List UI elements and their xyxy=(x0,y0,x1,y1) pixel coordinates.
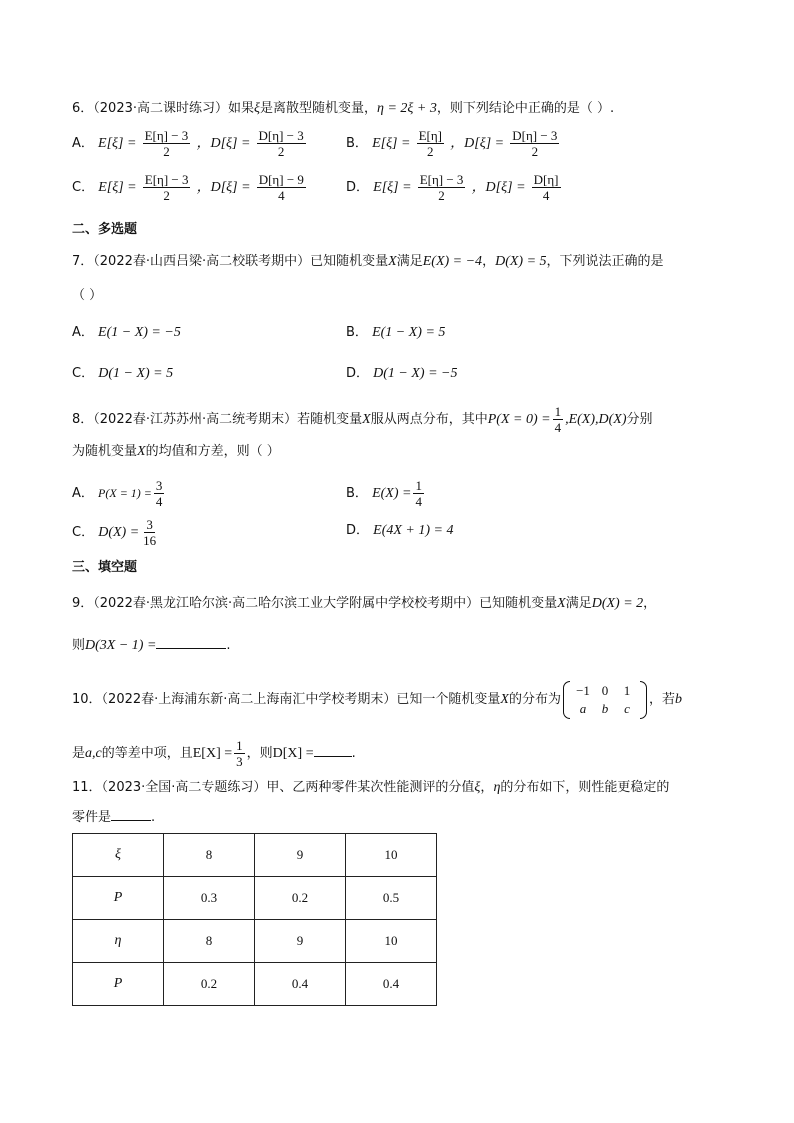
math-expr: E[X] = xyxy=(192,746,233,761)
q7-option-d xyxy=(346,364,457,384)
question-number: 8． xyxy=(72,412,94,427)
matrix-cell: c xyxy=(624,700,630,716)
q10-stem xyxy=(72,680,682,720)
stem-text: 若随机变量 xyxy=(297,412,363,427)
option-label: C． xyxy=(72,180,95,195)
table-cell: 0.4 xyxy=(255,963,346,1006)
table-cell: 8 xyxy=(164,920,255,963)
question-source: （2022春·江苏苏州·高二统考期末） xyxy=(93,412,298,427)
q10-line2 xyxy=(72,738,356,769)
q6-option-a xyxy=(72,128,308,159)
denominator: 2 xyxy=(438,188,445,203)
math-var: ξ xyxy=(254,101,261,116)
question-number: 10． xyxy=(72,692,102,707)
fraction xyxy=(413,478,424,509)
math-expr: E[ξ] = xyxy=(372,136,411,151)
answer-blank[interactable] xyxy=(314,756,352,757)
math-expr: E[ξ] = xyxy=(373,180,412,195)
math-var: X xyxy=(557,596,566,611)
stem-text: . xyxy=(151,810,156,825)
math-expr: E[ξ] = xyxy=(98,180,137,195)
table-cell: 0.3 xyxy=(164,877,255,920)
math-expr: E(X) = −4 xyxy=(422,254,483,269)
numerator: D[η] − 3 xyxy=(512,128,558,143)
math-expr: ，D[ξ] = xyxy=(196,136,251,151)
q8-stem-line2 xyxy=(72,442,280,462)
math-expr: η = 2ξ + 3 xyxy=(377,101,437,116)
numerator: E[η] − 3 xyxy=(144,128,189,143)
q6-option-b xyxy=(346,128,561,159)
math-expr: D[X] = xyxy=(272,746,314,761)
matrix-grid xyxy=(570,681,640,719)
denominator: 4 xyxy=(542,188,550,203)
denominator: 2 xyxy=(163,144,170,159)
denominator: 16 xyxy=(143,533,157,548)
math-expr: E[ξ] = xyxy=(98,136,137,151)
fraction xyxy=(418,172,466,203)
denominator: 2 xyxy=(163,188,170,203)
stem-text: 零件是 xyxy=(72,810,112,825)
fraction xyxy=(257,172,306,203)
stem-text: 已知随机变量 xyxy=(479,596,558,611)
stem-text: 则 xyxy=(72,638,86,653)
math-expr: D(X) = xyxy=(98,525,140,540)
matrix-cell: 1 xyxy=(623,682,631,698)
numerator: D[η] − 3 xyxy=(258,128,304,143)
option-label: D． xyxy=(346,523,370,538)
math-expr: ，D[ξ] = xyxy=(471,180,526,195)
math-expr: ,E(X),D(X) xyxy=(565,412,627,427)
fraction xyxy=(143,128,191,159)
table-cell: 0.5 xyxy=(346,877,437,920)
fraction xyxy=(532,172,561,203)
q7-answer-paren: （ ） xyxy=(72,288,103,303)
stem-text: 为随机变量 xyxy=(72,444,138,459)
math-var: X xyxy=(362,412,371,427)
table-cell: 9 xyxy=(255,920,346,963)
table-cell: P xyxy=(73,877,164,920)
fraction xyxy=(143,172,191,203)
q8-stem xyxy=(72,404,653,435)
table-cell: η xyxy=(73,920,164,963)
stem-text: ， xyxy=(482,254,496,269)
stem-text: 已知一个随机变量 xyxy=(396,692,501,707)
distribution-matrix xyxy=(563,681,647,719)
table-cell: 0.2 xyxy=(164,963,255,1006)
math-var: X xyxy=(388,254,397,269)
table-row xyxy=(73,834,437,877)
stem-text: 是 xyxy=(72,746,86,761)
option-label: D． xyxy=(346,180,370,195)
math-expr: ，D[ξ] = xyxy=(450,136,505,151)
math-expr: P(X = 1) = xyxy=(98,486,152,500)
question-number: 9． xyxy=(72,596,94,611)
option-label: A． xyxy=(72,136,94,151)
denominator: 4 xyxy=(415,494,422,509)
q7-option-a xyxy=(72,323,181,343)
answer-blank[interactable] xyxy=(156,648,226,649)
table-cell: 10 xyxy=(346,920,437,963)
table-row xyxy=(73,963,437,1006)
math-expr: D(X) = 5 xyxy=(495,254,547,269)
math-expr: D(3X − 1) = xyxy=(85,638,157,653)
q7-option-c xyxy=(72,364,173,384)
stem-text: 满足 xyxy=(565,596,592,611)
denominator: 2 xyxy=(531,144,539,159)
fraction xyxy=(154,478,165,509)
stem-text: ，下列说法正确的是 xyxy=(546,254,664,269)
stem-text: ，则下列结论中正确的是（ ）. xyxy=(436,101,615,116)
answer-blank[interactable] xyxy=(111,820,151,821)
stem-text: 已知随机变量 xyxy=(310,254,389,269)
stem-text: 满足 xyxy=(396,254,423,269)
q7-option-b xyxy=(346,323,445,343)
stem-text: . xyxy=(351,746,356,761)
numerator: 3 xyxy=(155,478,163,493)
table-cell: P xyxy=(73,963,164,1006)
stem-text: ， xyxy=(480,780,494,795)
question-number: 7． xyxy=(72,254,94,269)
fraction xyxy=(257,128,306,159)
stem-text: 的均值和方差，则（ ） xyxy=(145,444,280,459)
table-cell: 0.4 xyxy=(346,963,437,1006)
table-cell: ξ xyxy=(73,834,164,877)
denominator: 4 xyxy=(554,420,562,435)
option-label: C． xyxy=(72,525,95,540)
numerator: E[η] − 3 xyxy=(144,172,189,187)
q7-stem xyxy=(72,252,664,272)
table-cell: 9 xyxy=(255,834,346,877)
stem-text: ， xyxy=(643,596,657,611)
table-row xyxy=(73,877,437,920)
numerator: 1 xyxy=(415,478,422,493)
distribution-table xyxy=(72,833,437,1006)
matrix-bracket-left xyxy=(563,681,570,719)
math-var: X xyxy=(500,692,509,707)
q8-option-a xyxy=(72,478,166,509)
option-label: A． xyxy=(72,325,94,340)
stem-text: 的分布如下，则性能更稳定的 xyxy=(500,780,670,795)
math-expr: E(4X + 1) = 4 xyxy=(373,523,454,538)
denominator: 4 xyxy=(155,494,163,509)
fraction xyxy=(553,404,564,435)
fraction xyxy=(141,517,158,548)
question-source: （2023·高二课时练习） xyxy=(93,101,228,116)
matrix-cell: a xyxy=(579,700,587,716)
numerator: D[η] − 9 xyxy=(258,172,304,187)
question-source: （2022春·上海浦东新·高二上海南汇中学校考期末） xyxy=(101,692,397,707)
stem-text: 分别 xyxy=(626,412,653,427)
matrix-bracket-right xyxy=(640,681,647,719)
denominator: 4 xyxy=(278,188,285,203)
question-source: （2022春·山西吕梁·高二校联考期中） xyxy=(93,254,311,269)
option-label: B． xyxy=(346,136,368,151)
q8-option-c xyxy=(72,517,160,548)
option-label: A． xyxy=(72,486,94,501)
q8-option-d xyxy=(346,521,453,541)
fraction xyxy=(234,738,245,769)
q8-option-b xyxy=(346,478,426,509)
q9-stem xyxy=(72,594,656,614)
numerator: 1 xyxy=(554,404,562,419)
fraction xyxy=(417,128,444,159)
q6-stem xyxy=(72,99,614,119)
question-number: 11． xyxy=(72,780,102,795)
option-label: C． xyxy=(72,366,95,381)
math-expr: E(X) = xyxy=(372,486,412,501)
stem-text: 是离散型随机变量， xyxy=(260,101,378,116)
numerator: 3 xyxy=(146,517,153,532)
math-var: a,c xyxy=(85,746,102,761)
math-var: X xyxy=(137,444,146,459)
numerator: 1 xyxy=(236,738,243,753)
math-var: η xyxy=(493,780,501,795)
q11-stem xyxy=(72,778,669,798)
table-cell: 8 xyxy=(164,834,255,877)
numerator: E[η] − 3 xyxy=(419,172,464,187)
stem-text: 的等差中项，且 xyxy=(101,746,193,761)
denominator: 3 xyxy=(236,754,243,769)
numerator: E[η] xyxy=(418,128,442,143)
math-expr: D(1 − X) = 5 xyxy=(98,366,174,381)
matrix-cell: −1 xyxy=(576,682,590,698)
q11-line2 xyxy=(72,808,155,828)
section-heading: 三、填空题 xyxy=(72,560,138,575)
stem-text: ，则 xyxy=(246,746,273,761)
stem-text: 如果 xyxy=(228,101,255,116)
table-cell: 10 xyxy=(346,834,437,877)
math-expr: E(1 − X) = 5 xyxy=(372,325,446,340)
math-expr: ，D[ξ] = xyxy=(196,180,251,195)
math-var: ξ xyxy=(474,780,481,795)
stem-text: 甲、乙两种零件某次性能测评的分值 xyxy=(266,780,475,795)
numerator: D[η] xyxy=(533,172,559,187)
denominator: 2 xyxy=(277,144,285,159)
question-source: （2022春·黑龙江哈尔滨·高二哈尔滨工业大学附属中学校校考期中） xyxy=(93,596,480,611)
table-row xyxy=(73,920,437,963)
math-var: b xyxy=(675,692,683,707)
math-expr: P(X = 0) = xyxy=(487,412,551,427)
q6-option-d xyxy=(346,172,563,203)
math-expr: D(1 − X) = −5 xyxy=(373,366,458,381)
table-cell: 0.2 xyxy=(255,877,346,920)
option-label: B． xyxy=(346,486,368,501)
question-source: （2023·全国·高二专题练习） xyxy=(101,780,267,795)
stem-text: . xyxy=(226,638,231,653)
stem-text: ，若 xyxy=(649,692,676,707)
q6-option-c xyxy=(72,172,308,203)
math-expr: D(X) = 2 xyxy=(591,596,644,611)
section-heading: 二、多选题 xyxy=(72,222,138,237)
fraction xyxy=(510,128,559,159)
q9-line2 xyxy=(72,636,231,656)
question-number: 6． xyxy=(72,101,94,116)
matrix-cell: 0 xyxy=(601,682,609,698)
stem-text: 服从两点分布，其中 xyxy=(370,412,488,427)
denominator: 2 xyxy=(427,144,434,159)
math-expr: E(1 − X) = −5 xyxy=(98,325,181,340)
option-label: D． xyxy=(346,366,370,381)
stem-text: 的分布为 xyxy=(508,692,561,707)
matrix-cell: b xyxy=(601,700,609,716)
option-label: B． xyxy=(346,325,368,340)
